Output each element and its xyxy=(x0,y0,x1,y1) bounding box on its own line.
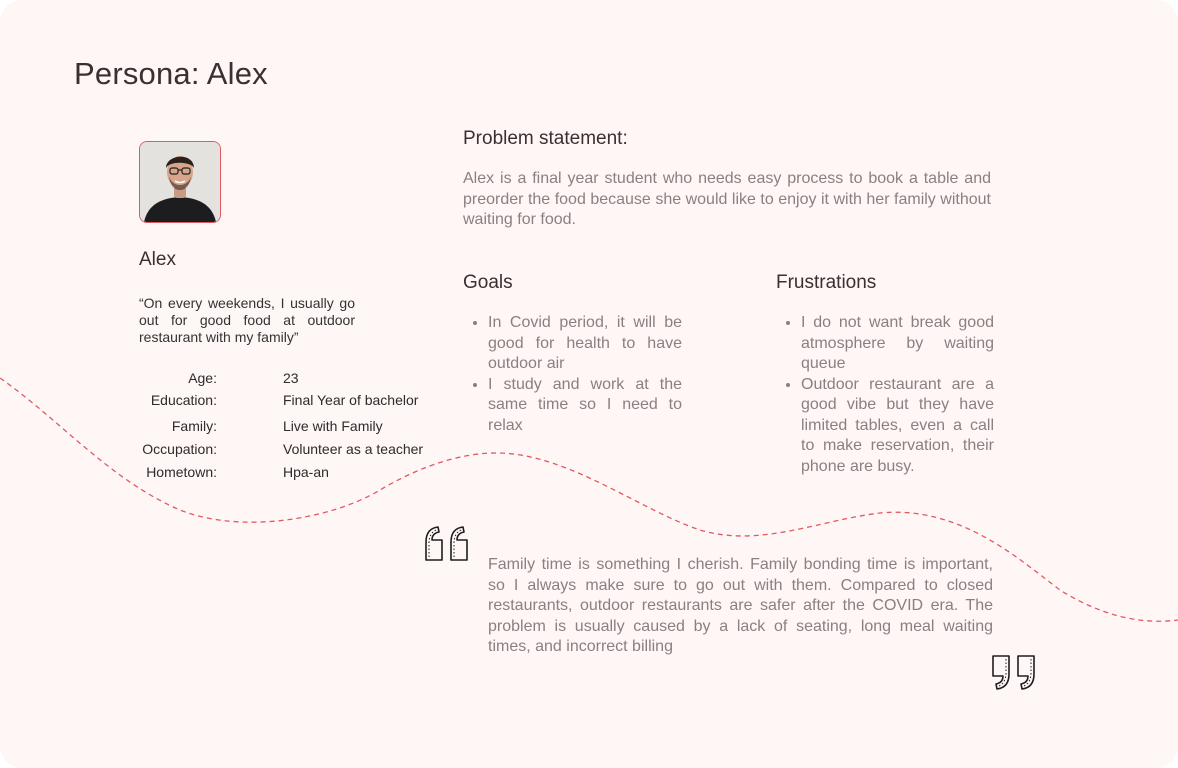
info-value: 23 xyxy=(283,370,299,386)
testimonial-text: Family time is something I cherish. Family bonding time is important, so I always make sure to go out with them. Compared to closed restaurants, outdoor restaurants are safer after the COVID era. The problem is usually caused by a lack of seating, long meal waiting times, and incorrect billing xyxy=(488,556,993,655)
list-item: • I study and work at the same time so I need to relax xyxy=(488,375,682,437)
frustrations-list xyxy=(776,313,994,477)
info-row-age xyxy=(139,370,439,390)
goals-list xyxy=(463,313,682,436)
info-value: Live with Family xyxy=(283,418,383,434)
persona-name: Alex xyxy=(139,249,176,270)
info-label: Education: xyxy=(150,392,217,408)
info-row-family xyxy=(139,418,439,438)
list-item: • Outdoor restaurant are a good vibe but they have limited tables, even a call to make reservation, their phone are busy. xyxy=(801,375,994,478)
info-value: Volunteer as a teacher xyxy=(283,441,424,457)
info-label: Hometown: xyxy=(146,464,217,480)
goals-heading: Goals xyxy=(463,272,513,293)
page-title: Persona: Alex xyxy=(74,56,268,91)
list-item: • I do not want break good atmosphere by waiting queue xyxy=(801,313,994,375)
problem-heading: Problem statement: xyxy=(463,128,628,149)
info-value: Hpa-an xyxy=(283,464,329,480)
info-row-occupation xyxy=(139,441,439,461)
frustrations-heading: Frustrations xyxy=(776,272,877,293)
info-label: Occupation: xyxy=(142,441,217,457)
info-label: Age: xyxy=(188,370,217,386)
problem-text: Alex is a final year student who needs easy process to book a table and preorder the food because she would like to enjoy it with her family without waiting for food. xyxy=(463,170,991,228)
open-quote-icon xyxy=(424,526,472,562)
info-row-education xyxy=(139,392,439,412)
close-quote-icon xyxy=(988,654,1036,690)
info-row-hometown xyxy=(139,464,439,484)
persona-quote: “On every weekends, I usually go out for good food at outdoor restaurant with my family” xyxy=(139,295,355,345)
list-item: • In Covid period, it will be good for health to have outdoor air xyxy=(488,313,682,375)
info-label: Family: xyxy=(171,418,217,434)
persona-photo xyxy=(139,141,221,223)
info-value: Final Year of bachelor xyxy=(283,392,419,408)
